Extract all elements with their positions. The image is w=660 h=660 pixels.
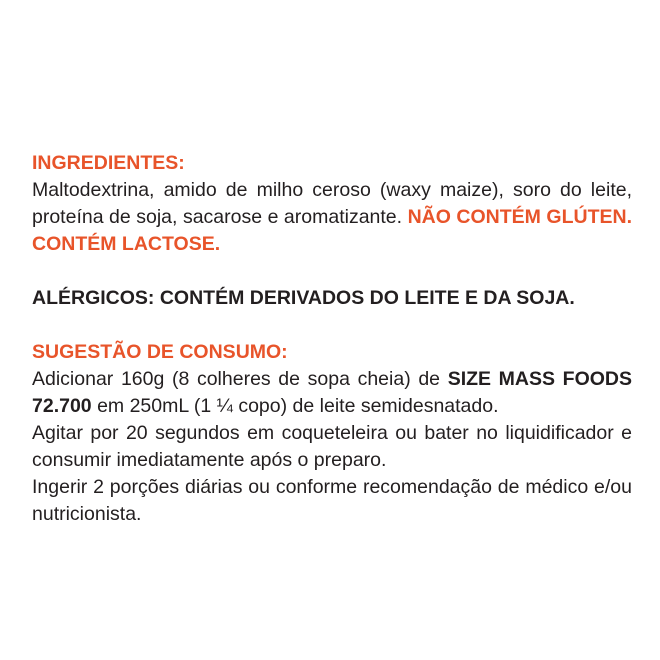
spacer [32,312,632,339]
gluten-lactose-warning: NÃO CONTÉM GLÚTEN. CONTÉM LACTOSE. [32,206,633,255]
instruction-1-start: Adicionar 160g (8 colheres de sopa cheia) de [32,368,441,390]
ingredients-text [32,177,632,258]
consumption-instruction-2: Agitar por 20 segundos em coqueteleira ou bater no liquidificador e consumir imediatamente após o preparo. [32,422,632,471]
ingredients-heading: INGREDIENTES: [32,152,185,174]
ingredients-list: Maltodextrina, amido de milho ceroso (waxy maize), soro do leite, proteína de soja, sacarose e aromatizante. [32,179,632,228]
spacer [32,258,632,285]
product-name: SIZE MASS FOODS 72.700 [32,368,632,417]
instruction-1-end: em 250mL (1 ¼ copo) de leite semidesnatado. [97,395,499,417]
label-text-block [32,150,632,528]
allergens-statement: ALÉRGICOS: CONTÉM DERIVADOS DO LEITE E DA SOJA. [32,287,575,309]
consumption-instruction-3: Ingerir 2 porções diárias ou conforme recomendação de médico e/ou nutricionista. [32,476,632,525]
consumption-heading: SUGESTÃO DE CONSUMO: [32,341,288,363]
consumption-instruction-1 [32,366,632,420]
